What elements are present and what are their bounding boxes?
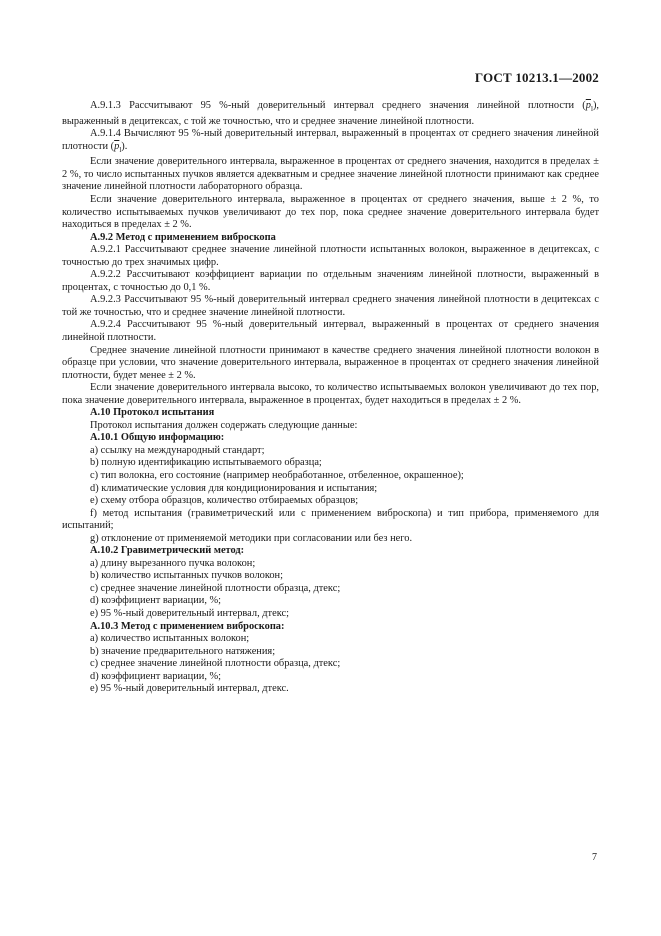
list-item: [62, 646, 599, 659]
text-run: e) 95 %-ный доверительный интервал, дтекс;: [90, 608, 289, 620]
list-item: [62, 683, 599, 696]
text-run: А.10.2 Гравиметрический метод:: [90, 545, 245, 557]
list-item: [62, 595, 599, 608]
text-run: А.10 Протокол испытания: [90, 407, 215, 419]
text-run: g) отклонение от применяемой методики при согласовании или без него.: [90, 532, 413, 544]
text-run: d) климатические условия для кондиционирования и испытания;: [90, 482, 378, 494]
paragraph: [62, 244, 599, 269]
document-code-header: ГОСТ 10213.1—2002: [474, 70, 599, 85]
text-run: d) коэффициент вариации, %;: [90, 670, 222, 682]
list-item: [62, 558, 599, 571]
list-item: [62, 533, 599, 546]
list-item: [62, 671, 599, 684]
paragraph: [62, 420, 599, 433]
list-item: [62, 608, 599, 621]
paragraph: А.9.1.4 Вычисляют 95 %-ный доверительный интервал, выраженный в процентах от среднего значения линейной плотности $(\overline{p}_l)$.: [62, 128, 599, 154]
density-symbol: $\overline{p}$: [114, 140, 120, 152]
text-run: b) полную идентификацию испытываемого образца;: [90, 457, 322, 469]
list-item: [62, 570, 599, 583]
list-item: [62, 445, 599, 458]
text-run: Среднее значение линейной плотности принимают в качестве среднего значения линейной плотности волокон в образце при условии, что значение доверительного интервала, выраженное в процентах от среднего значения линейной плотности, будет менее ± 2 %.: [62, 344, 599, 381]
section-heading: [62, 545, 599, 558]
paragraph: [62, 156, 599, 194]
paragraph: [62, 345, 599, 383]
list-item: [62, 470, 599, 483]
text-run: А.9.1.3 Рассчитывают 95 %-ный доверительный интервал среднего значения линейной плотности (: [90, 100, 586, 111]
text-run: А.9.2 Метод с применением виброскопа: [90, 231, 276, 243]
list-item: [62, 483, 599, 496]
text-run: c) тип волокна, его состояние (например необработанное, отбеленное, окрашенное);: [90, 470, 464, 482]
paragraph: А.9.1.3 Рассчитывают 95 %-ный доверительный интервал среднего значения линейной плотности $(\overline{p}_l)$, выраженный в децитексах, с той же точностью, что и среднее значение линейной плотности.: [62, 100, 599, 127]
text-run: e) схему отбора образцов, количество отбираемых образцов;: [90, 495, 359, 507]
text-run: А.9.2.3 Рассчитывают 95 %-ный доверительный интервал среднего значения линейной плотности в децитексах с той же точностью, что и среднее значение линейной плотности.: [62, 294, 599, 318]
list-item: [62, 583, 599, 596]
list-item: [62, 658, 599, 671]
list-item: [62, 495, 599, 508]
text-run: Если значение доверительного интервала высоко, то количество испытываемых волокон увеличивают до тех пор, пока значение доверительного интервала, выраженное в процентах, будет находиться в пределах ± 2 %.: [62, 382, 599, 406]
text-run: ).: [121, 140, 128, 152]
list-item: [62, 633, 599, 646]
list-item: [62, 457, 599, 470]
text-run: А.10.3 Метод с применением виброскопа:: [90, 620, 285, 632]
page-number: 7: [592, 852, 597, 863]
text-run: e) 95 %-ный доверительный интервал, дтекс.: [90, 683, 289, 695]
text-run: d) коэффициент вариации, %;: [90, 595, 222, 607]
section-heading: [62, 432, 599, 445]
text-run: А.9.2.2 Рассчитывают коэффициент вариации по отдельным значениям линейной плотности, выраженный в процентах, с точностью до 0,1 %.: [62, 269, 599, 293]
list-item: [62, 508, 599, 533]
text-run: a) ссылку на международный стандарт;: [90, 444, 265, 456]
text-run: c) среднее значение линейной плотности образца, дтекс;: [90, 658, 341, 670]
text-run: a) количество испытанных волокон;: [90, 633, 250, 645]
paragraph: [62, 319, 599, 344]
text-run: b) значение предварительного натяжения;: [90, 645, 276, 657]
text-run: А.10.1 Общую информацию:: [90, 432, 225, 444]
paragraph: [62, 294, 599, 319]
text-run: А.9.2.1 Рассчитывают среднее значение линейной плотности испытанных волокон, выраженное в децитексах, с точностью до трех значимых цифр.: [62, 244, 599, 268]
section-heading: [62, 621, 599, 634]
text-run: a) длину вырезанного пучка волокон;: [90, 557, 256, 569]
text-run: Протокол испытания должен содержать следующие данные:: [90, 419, 358, 431]
text-run: c) среднее значение линейной плотности образца, дтекс;: [90, 582, 341, 594]
section-heading: [62, 232, 599, 245]
text-run: b) количество испытанных пучков волокон;: [90, 570, 283, 582]
text-run: Если значение доверительного интервала, выраженное в процентах от среднего значения, выше ± 2 %, то количество испытываемых пучков увеличивают до тех пор, пока среднее значение доверительного интервала будет находиться в пределах ± 2 %.: [62, 193, 599, 231]
text-run: f) метод испытания (гравиметрический или с применением виброскопа) и тип прибора, применяемого для испытаний;: [62, 507, 599, 532]
section-heading: [62, 407, 599, 420]
text-run: Если значение доверительного интервала, выраженное в процентах от среднего значения, находится в пределах ± 2 %, то число испытанных пучков является адекватным и среднее значение линейной плотности принимают как среднее значение линейной плотности лабораторного образца.: [62, 156, 599, 193]
text-run: ), выраженный в децитексах, с той же точностью, что и среднее значение линейной плотности.: [62, 100, 599, 127]
text-run: А.9.2.4 Рассчитывают 95 %-ный доверительный интервал, выраженный в процентах от среднего значения линейной плотности.: [62, 319, 599, 343]
paragraph: [62, 194, 599, 232]
density-symbol: $\overline{p}$: [585, 100, 591, 111]
paragraph: [62, 382, 599, 407]
text-run: А.9.1.4 Вычисляют 95 %-ный доверительный интервал, выраженный в процентах от среднего значения линейной плотности (: [62, 128, 599, 152]
document-body: [62, 100, 599, 696]
paragraph: [62, 269, 599, 294]
